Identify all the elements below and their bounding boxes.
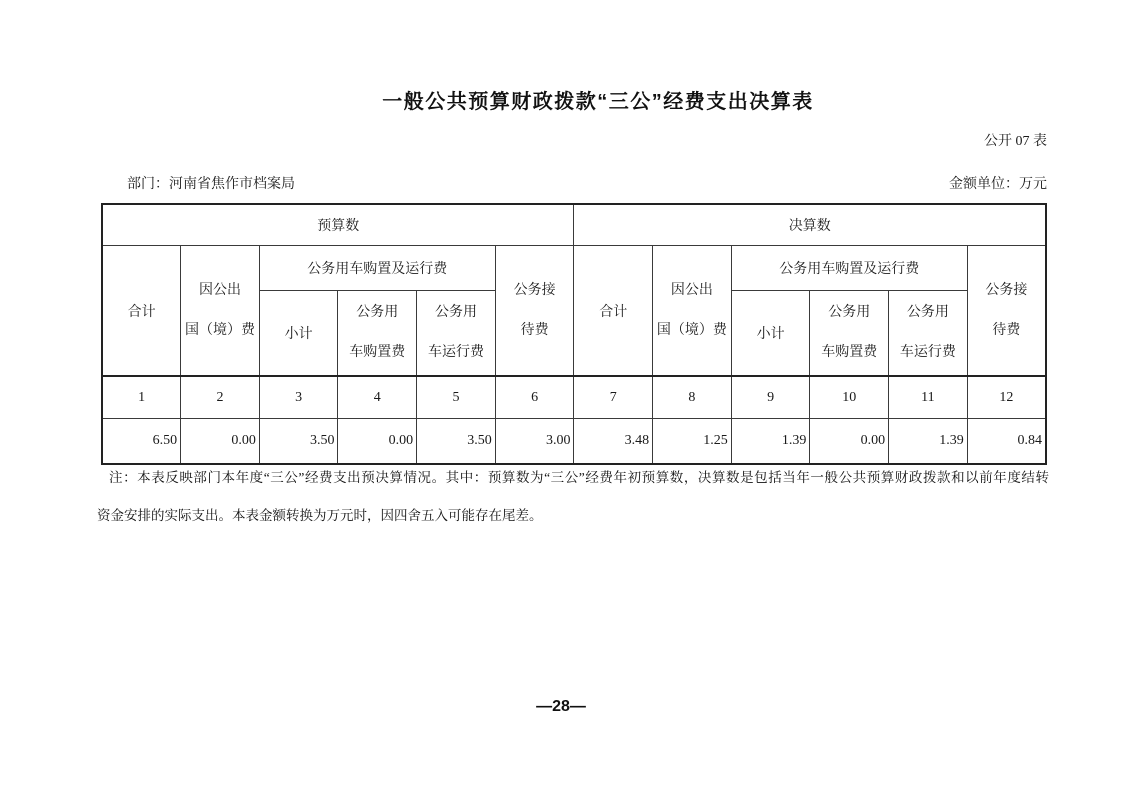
header-line: 待费	[992, 322, 1021, 338]
header-total-budget: 合计	[102, 246, 181, 377]
header-line: 车购置费	[821, 345, 878, 360]
header-purchase-budget	[338, 291, 417, 377]
column-number-cell: 4	[338, 376, 417, 419]
value-cell-operation-budget: 3.50	[417, 419, 496, 465]
header-line: 因公出	[670, 282, 713, 298]
header-line: 公务接	[513, 282, 556, 298]
footnote	[97, 468, 1049, 525]
amount-unit-label: 金额单位：万元	[949, 177, 1047, 192]
header-vehicle-group-final: 公务用车购置及运行费	[731, 246, 967, 291]
header-subtotal-budget: 小计	[259, 291, 338, 377]
header-line: 公务用	[356, 305, 399, 320]
column-number-cell: 10	[810, 376, 889, 419]
page-title: 一般公共预算财政拨款“三公”经费支出决算表	[382, 91, 814, 113]
header-reception-final	[967, 246, 1046, 377]
column-number-cell: 3	[259, 376, 338, 419]
value-cell-subtotal-final: 1.39	[731, 419, 810, 465]
column-number-cell: 1	[102, 376, 181, 419]
value-cell-subtotal-budget: 3.50	[259, 419, 338, 465]
value-cell-total-budget: 6.50	[102, 419, 181, 465]
header-line: 公务用	[434, 305, 477, 320]
value-cell-reception-final: 0.84	[967, 419, 1046, 465]
header-vehicle-group-budget: 公务用车购置及运行费	[259, 246, 495, 291]
column-number-cell: 9	[731, 376, 810, 419]
column-number-cell: 12	[967, 376, 1046, 419]
header-row-upper	[102, 246, 1046, 291]
group-header-row	[102, 204, 1046, 246]
column-number-cell: 2	[181, 376, 260, 419]
page-number: —28—	[536, 698, 586, 715]
header-total-final: 合计	[574, 246, 653, 377]
department-label: 部门：河南省焦作市档案局	[127, 177, 295, 192]
value-row	[102, 419, 1046, 465]
header-line: 公务用	[828, 305, 871, 320]
header-line: 车运行费	[427, 345, 484, 360]
column-number-cell: 8	[653, 376, 732, 419]
value-cell-purchase-budget: 0.00	[338, 419, 417, 465]
header-abroad-final	[653, 246, 732, 377]
footnote-line: 注：本表反映部门本年度“三公”经费支出预决算情况。其中：预算数为“三公”经费年初预算数，决算数是包括当年一般公共预算财政拨款和以前年度结转	[109, 470, 1049, 485]
value-cell-abroad-final: 1.25	[653, 419, 732, 465]
header-line: 国（境）费	[184, 322, 255, 338]
footnote-line: 资金安排的实际支出。本表金额转换为万元时，因四舍五入可能存在尾差。	[97, 508, 543, 523]
form-number-label: 公开 07 表	[984, 134, 1047, 149]
column-number-cell: 11	[889, 376, 968, 419]
header-line: 因公出	[198, 282, 241, 298]
three-public-expenses-table	[101, 203, 1047, 465]
header-purchase-final	[810, 291, 889, 377]
header-operation-final	[889, 291, 968, 377]
column-number-cell: 7	[574, 376, 653, 419]
group-header-budget: 预算数	[102, 204, 574, 246]
value-cell-operation-final: 1.39	[889, 419, 968, 465]
header-reception-budget	[495, 246, 574, 377]
header-operation-budget	[417, 291, 496, 377]
header-line: 国（境）费	[656, 322, 727, 338]
header-subtotal-final: 小计	[731, 291, 810, 377]
header-line: 车购置费	[349, 345, 406, 360]
header-line: 待费	[520, 322, 549, 338]
value-cell-abroad-budget: 0.00	[181, 419, 260, 465]
value-cell-purchase-final: 0.00	[810, 419, 889, 465]
value-cell-reception-budget: 3.00	[495, 419, 574, 465]
header-line: 公务接	[985, 282, 1028, 298]
header-line: 公务用	[906, 305, 949, 320]
column-number-cell: 6	[495, 376, 574, 419]
column-number-row	[102, 376, 1046, 419]
value-cell-total-final: 3.48	[574, 419, 653, 465]
group-header-final: 决算数	[574, 204, 1046, 246]
column-number-cell: 5	[417, 376, 496, 419]
header-line: 车运行费	[899, 345, 956, 360]
header-abroad-budget	[181, 246, 260, 377]
